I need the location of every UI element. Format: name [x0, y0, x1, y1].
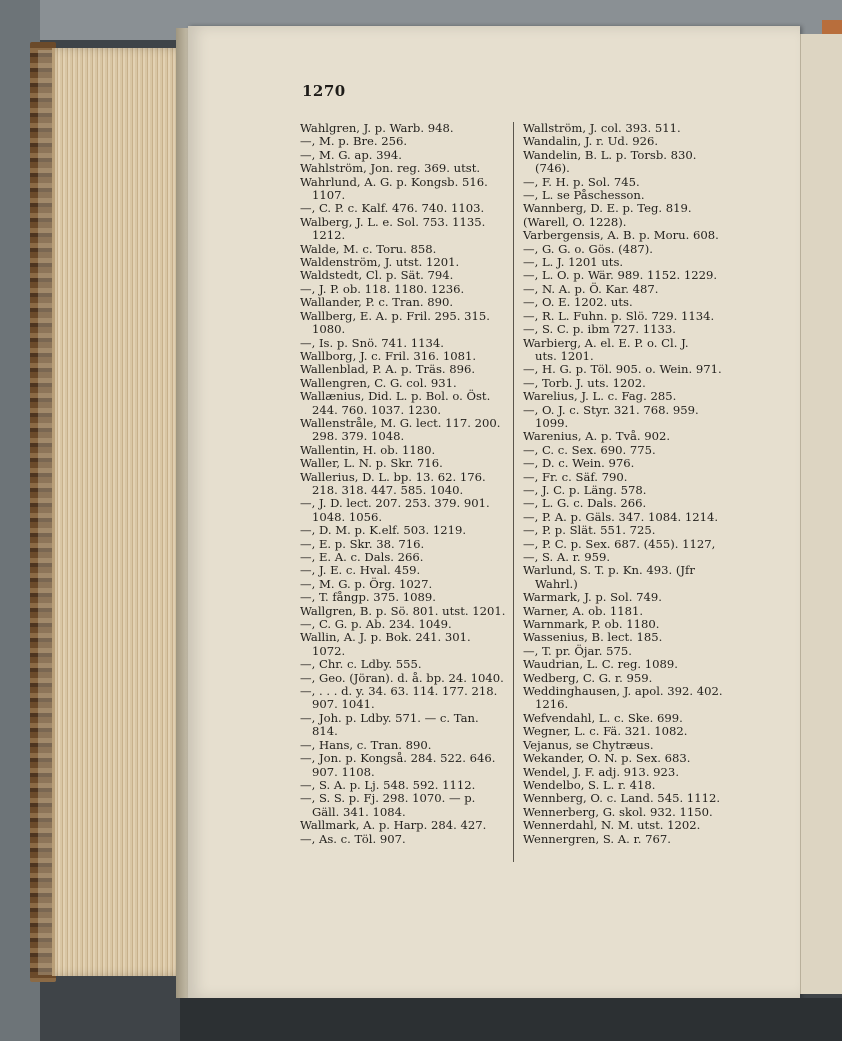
index-entry: Wennberg, O. c. Land. 545. 1112.	[523, 791, 721, 806]
index-entry: Wallgren, B. p. Sö. 801. utst. 1201.	[300, 603, 506, 618]
index-entry-continuation: 907. 1108.	[312, 764, 375, 779]
index-entry: —, P. p. Slät. 551. 725.	[523, 523, 656, 538]
index-entry: Wennerberg, G. skol. 932. 1150.	[523, 804, 713, 819]
index-entry: —, L. se Påschesson.	[523, 188, 645, 203]
index-entry: Wekander, O. N. p. Sex. 683.	[523, 751, 691, 766]
index-entry: Wallenstråle, M. G. lect. 117. 200.	[300, 415, 501, 430]
page-stack	[52, 48, 187, 976]
index-entry: Warbierg, A. el. E. P. o. Cl. J.	[523, 335, 689, 350]
index-entry: —, O. J. c. Styr. 321. 768. 959.	[523, 402, 699, 417]
index-entry-continuation: 298. 379. 1048.	[312, 429, 405, 444]
index-entry: Wandelin, B. L. p. Torsb. 830.	[523, 147, 697, 162]
index-entry-continuation: 1072.	[312, 643, 346, 658]
index-entry: Wahlström, Jon. reg. 369. utst.	[300, 161, 481, 176]
index-entry: —, S. A. p. Lj. 548. 592. 1112.	[300, 777, 476, 792]
index-entry: Wallström, J. col. 393. 511.	[523, 121, 681, 135]
index-entry-continuation: uts. 1201.	[535, 348, 594, 363]
index-entry: Wennergren, S. A. r. 767.	[523, 831, 671, 846]
index-entry: —, M. G. p. Örg. 1027.	[300, 576, 433, 591]
index-entry: —, Geo. (Jöran). d. å. bp. 24. 1040.	[300, 670, 504, 685]
index-entry: —, S. A. r. 959.	[523, 550, 611, 564]
index-entry-continuation: 1048. 1056.	[312, 509, 383, 524]
index-entry-continuation: 1216.	[535, 697, 569, 712]
index-entry: Wennerdahl, N. M. utst. 1202.	[523, 818, 701, 833]
index-entry: Wegner, L. c. Fä. 321. 1082.	[523, 724, 688, 739]
index-entry: —, L. J. 1201 uts.	[523, 255, 624, 270]
index-entry: Wannberg, D. E. p. Teg. 819.	[523, 201, 692, 216]
index-entry: —, L. O. p. Wär. 989. 1152. 1229.	[523, 268, 718, 283]
index-entry: —, Is. p. Snö. 741. 1134.	[300, 335, 444, 350]
index-entry: Waldenström, J. utst. 1201.	[300, 255, 460, 270]
index-entry: —, As. c. Töl. 907.	[300, 831, 406, 846]
index-entry: Wallenblad, P. A. p. Träs. 896.	[300, 362, 476, 377]
index-entry-continuation: 814.	[312, 724, 338, 739]
index-entry: —, D. M. p. K.elf. 503. 1219.	[300, 523, 467, 538]
index-entry: —, D. c. Wein. 976.	[523, 456, 635, 471]
right-index-column	[523, 122, 741, 846]
index-entry: —, R. L. Fuhn. p. Slö. 729. 1134.	[523, 308, 715, 323]
index-entry: Wallentin, H. ob. 1180.	[300, 442, 436, 457]
index-entry: Vejanus, se Chytræus.	[523, 737, 654, 752]
index-entry: Wefvendahl, L. c. Ske. 699.	[523, 710, 683, 725]
next-page-edge	[800, 34, 842, 994]
index-entry-continuation: 1099.	[535, 415, 569, 430]
index-entry: —, H. G. p. Töl. 905. o. Wein. 971.	[523, 362, 722, 377]
index-entry: —, C. G. p. Ab. 234. 1049.	[300, 617, 452, 632]
index-entry: Weddinghausen, J. apol. 392. 402.	[523, 684, 723, 699]
index-entry: Wallborg, J. c. Fril. 316. 1081.	[300, 348, 477, 363]
index-entry: Wallin, A. J. p. Bok. 241. 301.	[300, 630, 471, 645]
index-entry: —, E. A. c. Dals. 266.	[300, 550, 424, 564]
index-entry: Waudrian, L. C. reg. 1089.	[523, 657, 678, 672]
index-entry: Wendel, J. F. adj. 913. 923.	[523, 764, 679, 779]
index-entry: (Warell, O. 1228).	[523, 214, 627, 229]
index-entry: Wallænius, Did. L. p. Bol. o. Öst.	[300, 389, 491, 404]
index-entry: Warmark, J. p. Sol. 749.	[523, 590, 662, 605]
index-entry: Warner, A. ob. 1181.	[523, 603, 644, 618]
index-entry: Wandalin, J. r. Ud. 926.	[523, 134, 659, 149]
background-bottom	[180, 998, 842, 1041]
index-entry: Wallberg, E. A. p. Fril. 295. 315.	[300, 308, 490, 323]
index-entry: Walde, M. c. Toru. 858.	[300, 241, 437, 256]
index-entry: —, O. E. 1202. uts.	[523, 295, 633, 310]
index-entry: Wahlgren, J. p. Warb. 948.	[300, 121, 454, 135]
index-entry: —, S. S. p. Fj. 298. 1070. — p.	[300, 791, 476, 806]
index-entry: Walberg, J. L. e. Sol. 753. 1135.	[300, 214, 486, 229]
index-entry: Wassenius, B. lect. 185.	[523, 630, 663, 645]
index-entry-continuation: Wahrl.)	[535, 576, 578, 591]
index-entry: Warenius, A. p. Två. 902.	[523, 429, 671, 444]
index-entry-continuation: 1212.	[312, 228, 346, 243]
index-entry: —, J. E. c. Hval. 459.	[300, 563, 421, 578]
index-entry: —, S. C. p. ibm 727. 1133.	[523, 322, 676, 337]
column-divider	[513, 122, 514, 862]
index-entry: —, Jon. p. Kongså. 284. 522. 646.	[300, 751, 496, 766]
index-entry: —, J. C. p. Läng. 578.	[523, 482, 647, 497]
index-entry: Waldstedt, Cl. p. Sät. 794.	[300, 268, 454, 283]
index-entry: Wendelbo, S. L. r. 418.	[523, 777, 656, 792]
index-entry-continuation: 907. 1041.	[312, 697, 375, 712]
index-entry: Warnmark, P. ob. 1180.	[523, 617, 660, 632]
index-entry: —, C. c. Sex. 690. 775.	[523, 442, 656, 457]
index-entry: —, N. A. p. Ö. Kar. 487.	[523, 281, 659, 296]
index-entry-continuation: 244. 760. 1037. 1230.	[312, 402, 442, 417]
index-entry: —, Fr. c. Säf. 790.	[523, 469, 628, 484]
index-entry-continuation: (746).	[535, 161, 570, 176]
index-entry: Wallengren, C. G. col. 931.	[300, 375, 457, 390]
index-entry: —, T. fångp. 375. 1089.	[300, 590, 436, 605]
index-entry: Wedberg, C. G. r. 959.	[523, 670, 653, 685]
index-entry: —, M. p. Bre. 256.	[300, 134, 408, 149]
index-entry: —, P. A. p. Gäls. 347. 1084. 1214.	[523, 509, 719, 524]
index-entry: —, F. H. p. Sol. 745.	[523, 174, 640, 189]
index-entry-continuation: 218. 318. 447. 585. 1040.	[312, 482, 464, 497]
index-entry: —, Joh. p. Ldby. 571. — c. Tan.	[300, 710, 479, 725]
index-entry: —, J. P. ob. 118. 1180. 1236.	[300, 281, 465, 296]
index-entry: Wallander, P. c. Tran. 890.	[300, 295, 454, 310]
index-entry: —, L. G. c. Dals. 266.	[523, 496, 647, 511]
index-entry: —, C. P. c. Kalf. 476. 740. 1103.	[300, 201, 485, 216]
index-entry: —, Chr. c. Ldby. 555.	[300, 657, 422, 672]
index-entry: —, E. p. Skr. 38. 716.	[300, 536, 425, 551]
index-entry: Waller, L. N. p. Skr. 716.	[300, 456, 443, 471]
index-entry: Warlund, S. T. p. Kn. 493. (Jfr	[523, 563, 695, 578]
index-entry: —, P. C. p. Sex. 687. (455). 1127,	[523, 536, 716, 551]
index-entry: —, Torb. J. uts. 1202.	[523, 375, 646, 390]
index-entry-continuation: Gäll. 341. 1084.	[312, 804, 406, 819]
index-entry-continuation: 1107.	[312, 188, 346, 203]
bookmark-tab-top	[822, 20, 842, 34]
index-entry: Wallmark, A. p. Harp. 284. 427.	[300, 818, 487, 833]
index-entry: —, J. D. lect. 207. 253. 379. 901.	[300, 496, 490, 511]
index-entry: —, T. pr. Öjar. 575.	[523, 643, 632, 658]
index-entry: —, G. G. o. Gös. (487).	[523, 241, 653, 256]
index-entry-continuation: 1080.	[312, 322, 346, 337]
index-entry: —, Hans, c. Tran. 890.	[300, 737, 432, 752]
index-entry: Varbergensis, A. B. p. Moru. 608.	[523, 228, 719, 243]
left-index-column	[300, 122, 506, 846]
index-entry: Wahrlund, A. G. p. Kongsb. 516.	[300, 174, 488, 189]
book-cover-rim	[38, 50, 52, 975]
index-entry: Warelius, J. L. c. Fag. 285.	[523, 389, 677, 404]
page-number: 1270	[302, 82, 346, 100]
index-entry: —, . . . d. y. 34. 63. 114. 177. 218.	[300, 684, 498, 699]
index-entry: Wallerius, D. L. bp. 13. 62. 176.	[300, 469, 486, 484]
index-entry: —, M. G. ap. 394.	[300, 147, 402, 162]
